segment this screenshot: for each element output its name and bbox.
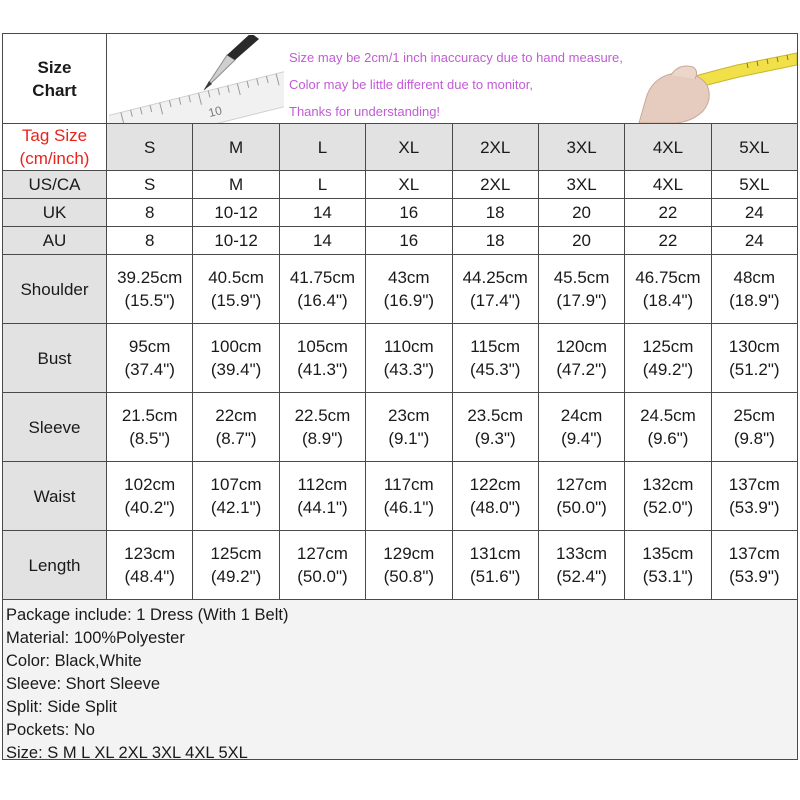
size-cell: 2XL xyxy=(452,171,538,199)
measurement-label: Shoulder xyxy=(3,255,107,324)
title-line-2: Chart xyxy=(32,80,77,100)
cm-value: 110cm xyxy=(383,337,434,356)
inch-value: (42.1") xyxy=(210,498,262,517)
inch-value: (41.3") xyxy=(297,360,348,379)
measurement-cell xyxy=(107,324,193,393)
cm-value: 131cm xyxy=(469,544,521,563)
cm-value: 133cm xyxy=(556,544,608,563)
inch-value: (44.1") xyxy=(297,498,348,517)
measurement-banner xyxy=(107,34,798,124)
tag-size-cell: 5XL xyxy=(711,124,797,171)
inch-value: (47.2") xyxy=(556,360,607,379)
cm-value: 120cm xyxy=(556,337,608,356)
tag-size-cell: 3XL xyxy=(538,124,624,171)
size-cell: 8 xyxy=(107,199,193,227)
size-cell: S xyxy=(107,171,193,199)
measurement-cell xyxy=(452,255,538,324)
inch-value: (48.0") xyxy=(469,498,521,517)
measurement-cell xyxy=(366,531,452,600)
cm-value: 137cm xyxy=(728,544,780,563)
info-size: Size: S M L XL 2XL 3XL 4XL 5XL xyxy=(6,744,248,762)
measurement-row xyxy=(3,462,798,531)
inch-value: (49.2") xyxy=(642,360,694,379)
measurement-cell xyxy=(193,324,279,393)
measurement-label: Waist xyxy=(3,462,107,531)
cm-value: 43cm xyxy=(388,268,430,287)
cm-value: 24.5cm xyxy=(640,406,696,425)
size-equivalent-row xyxy=(3,227,798,255)
measurement-cell xyxy=(279,531,365,600)
measurement-cell xyxy=(279,324,365,393)
size-chart xyxy=(2,33,798,760)
cm-value: 25cm xyxy=(733,406,776,425)
cm-value: 127cm xyxy=(556,475,608,494)
measurement-cell xyxy=(452,324,538,393)
measurement-cell xyxy=(452,462,538,531)
size-cell: 16 xyxy=(366,227,452,255)
cm-value: 132cm xyxy=(642,475,694,494)
cm-value: 123cm xyxy=(124,544,176,563)
size-cell: M xyxy=(193,171,279,199)
inch-value: (50.8") xyxy=(383,567,435,586)
inch-value: (17.4") xyxy=(469,291,521,310)
size-cell: 10-12 xyxy=(193,199,279,227)
cm-value: 102cm xyxy=(124,475,176,494)
inch-value: (16.4") xyxy=(297,291,348,310)
size-cell: 4XL xyxy=(625,171,711,199)
cm-value: 125cm xyxy=(210,544,262,563)
cm-value: 22.5cm xyxy=(294,406,351,425)
inch-value: (51.6") xyxy=(469,567,521,586)
cm-value: 46.75cm xyxy=(635,268,701,287)
row-label: AU xyxy=(3,227,107,255)
info-split: Split: Side Split xyxy=(6,698,117,716)
size-cell: 20 xyxy=(538,227,624,255)
measurement-cell xyxy=(711,462,797,531)
inch-value: (15.5") xyxy=(124,291,175,310)
inch-value: (9.1") xyxy=(388,429,430,448)
measurement-cell xyxy=(366,324,452,393)
size-cell: 18 xyxy=(452,199,538,227)
tag-size-cell: L xyxy=(279,124,365,171)
cm-value: 100cm xyxy=(210,337,262,356)
cm-value: 125cm xyxy=(642,337,694,356)
cm-value: 39.25cm xyxy=(117,268,183,287)
inch-value: (8.9") xyxy=(301,429,343,448)
cm-value: 24cm xyxy=(560,406,603,425)
inch-value: (53.9") xyxy=(729,567,780,586)
measurement-cell xyxy=(625,255,711,324)
measurement-cell xyxy=(711,255,797,324)
measurement-cell xyxy=(711,324,797,393)
measurement-cell xyxy=(366,393,452,462)
measurement-cell xyxy=(193,393,279,462)
measurement-cell xyxy=(366,255,452,324)
inch-value: (15.9") xyxy=(210,291,262,310)
info-package: Package include: 1 Dress (With 1 Belt) xyxy=(6,606,289,624)
inch-value: (46.1") xyxy=(383,498,435,517)
size-cell: 20 xyxy=(538,199,624,227)
size-equivalent-row xyxy=(3,171,798,199)
cm-value: 95cm xyxy=(128,337,171,356)
cm-value: 115cm xyxy=(470,337,521,356)
tag-size-label-line-2: (cm/inch) xyxy=(19,149,90,168)
measurement-row xyxy=(3,531,798,600)
note-hand-measure: Size may be 2cm/1 inch inaccuracy due to hand measure, xyxy=(289,49,623,65)
inch-value: (48.4") xyxy=(124,567,175,586)
header-row xyxy=(3,34,798,124)
measurement-row xyxy=(3,324,798,393)
inch-value: (8.5") xyxy=(129,429,171,448)
inch-value: (52.0") xyxy=(642,498,694,517)
inch-value: (9.6") xyxy=(647,429,689,448)
measurement-cell xyxy=(452,393,538,462)
inch-value: (17.9") xyxy=(556,291,607,310)
tag-size-cell: S xyxy=(107,124,193,171)
size-cell: 24 xyxy=(711,227,797,255)
measurement-row xyxy=(3,393,798,462)
size-cell: 5XL xyxy=(711,171,797,199)
measurement-cell xyxy=(279,255,365,324)
inch-value: (18.9") xyxy=(729,291,780,310)
inch-value: (37.4") xyxy=(124,360,175,379)
row-label: UK xyxy=(3,199,107,227)
size-chart-table xyxy=(2,33,798,600)
size-cell: 18 xyxy=(452,227,538,255)
measurement-cell xyxy=(538,531,624,600)
note-thanks: Thanks for understanding! xyxy=(289,103,441,119)
size-cell: 22 xyxy=(625,199,711,227)
tag-size-row xyxy=(3,124,798,171)
measurement-label: Bust xyxy=(3,324,107,393)
inch-value: (45.3") xyxy=(469,360,521,379)
inch-value: (50.0") xyxy=(556,498,607,517)
measurement-cell xyxy=(625,462,711,531)
info-sleeve: Sleeve: Short Sleeve xyxy=(6,675,161,693)
measurement-cell xyxy=(452,531,538,600)
inch-value: (49.2") xyxy=(210,567,262,586)
size-cell: 3XL xyxy=(538,171,624,199)
cm-value: 23cm xyxy=(388,406,430,425)
cm-value: 23.5cm xyxy=(467,406,524,425)
cm-value: 21.5cm xyxy=(121,406,178,425)
size-cell: 8 xyxy=(107,227,193,255)
size-cell: 14 xyxy=(279,199,365,227)
measurement-cell xyxy=(625,531,711,600)
info-material: Material: 100%Polyester xyxy=(6,629,185,647)
tag-size-cell: M xyxy=(193,124,279,171)
inch-value: (43.3") xyxy=(383,360,435,379)
size-cell: 14 xyxy=(279,227,365,255)
cm-value: 22cm xyxy=(215,406,257,425)
ruler-pen-icon xyxy=(109,35,284,123)
measurement-cell xyxy=(107,393,193,462)
inch-value: (9.8") xyxy=(733,429,775,448)
measurement-cell xyxy=(193,462,279,531)
inch-value: (9.4") xyxy=(561,429,603,448)
cm-value: 45.5cm xyxy=(553,268,610,287)
cm-value: 41.75cm xyxy=(289,268,356,287)
cm-value: 48cm xyxy=(733,268,776,287)
tag-size-label xyxy=(3,124,107,171)
cm-value: 137cm xyxy=(728,475,780,494)
product-info-box xyxy=(2,600,798,760)
size-cell: 10-12 xyxy=(193,227,279,255)
inch-value: (39.4") xyxy=(210,360,262,379)
cm-value: 105cm xyxy=(296,337,348,356)
inch-value: (53.9") xyxy=(729,498,780,517)
cm-value: 107cm xyxy=(210,475,262,494)
measurement-cell xyxy=(711,531,797,600)
cm-value: 129cm xyxy=(383,544,435,563)
size-cell: 16 xyxy=(366,199,452,227)
size-equivalent-row xyxy=(3,199,798,227)
size-cell: 22 xyxy=(625,227,711,255)
measurement-cell xyxy=(625,393,711,462)
measurement-cell xyxy=(711,393,797,462)
measurement-cell xyxy=(193,255,279,324)
measurement-label: Length xyxy=(3,531,107,600)
cm-value: 127cm xyxy=(296,544,348,563)
hand-tape-measure-icon xyxy=(637,35,797,123)
inch-value: (52.4") xyxy=(556,567,607,586)
inch-value: (53.1") xyxy=(642,567,694,586)
ruler-number: 10 xyxy=(206,102,224,120)
measurement-cell xyxy=(538,255,624,324)
size-cell: L xyxy=(279,171,365,199)
measurement-cell xyxy=(538,393,624,462)
cm-value: 112cm xyxy=(297,475,348,494)
cm-value: 117cm xyxy=(383,475,434,494)
tag-size-cell: 2XL xyxy=(452,124,538,171)
measurement-cell xyxy=(538,462,624,531)
measurement-cell xyxy=(625,324,711,393)
tag-size-label-line-1: Tag Size xyxy=(21,126,88,145)
size-cell: 24 xyxy=(711,199,797,227)
tag-size-cell: XL xyxy=(366,124,452,171)
size-cell: XL xyxy=(366,171,452,199)
measurement-cell xyxy=(107,531,193,600)
cm-value: 130cm xyxy=(728,337,780,356)
inch-value: (16.9") xyxy=(383,291,435,310)
size-chart-title xyxy=(3,34,107,124)
inch-value: (9.3") xyxy=(474,429,516,448)
inch-value: (18.4") xyxy=(642,291,694,310)
tag-size-cell: 4XL xyxy=(625,124,711,171)
info-pockets: Pockets: No xyxy=(6,721,95,739)
measurement-cell xyxy=(279,462,365,531)
measurement-row xyxy=(3,255,798,324)
measurement-cell xyxy=(193,531,279,600)
inch-value: (8.7") xyxy=(215,429,257,448)
measurement-cell xyxy=(366,462,452,531)
measurement-cell xyxy=(107,255,193,324)
inch-value: (51.2") xyxy=(729,360,780,379)
cm-value: 135cm xyxy=(642,544,694,563)
row-label: US/CA xyxy=(3,171,107,199)
inch-value: (50.0") xyxy=(297,567,348,586)
measurement-label: Sleeve xyxy=(3,393,107,462)
measurement-cell xyxy=(279,393,365,462)
info-color: Color: Black,White xyxy=(6,652,142,670)
cm-value: 40.5cm xyxy=(208,268,264,287)
cm-value: 44.25cm xyxy=(462,268,528,287)
measurement-cell xyxy=(538,324,624,393)
title-line-1: Size xyxy=(37,57,72,77)
cm-value: 122cm xyxy=(469,475,521,494)
note-monitor-color: Color may be little different due to monitor, xyxy=(289,76,533,92)
measurement-cell xyxy=(107,462,193,531)
inch-value: (40.2") xyxy=(124,498,175,517)
